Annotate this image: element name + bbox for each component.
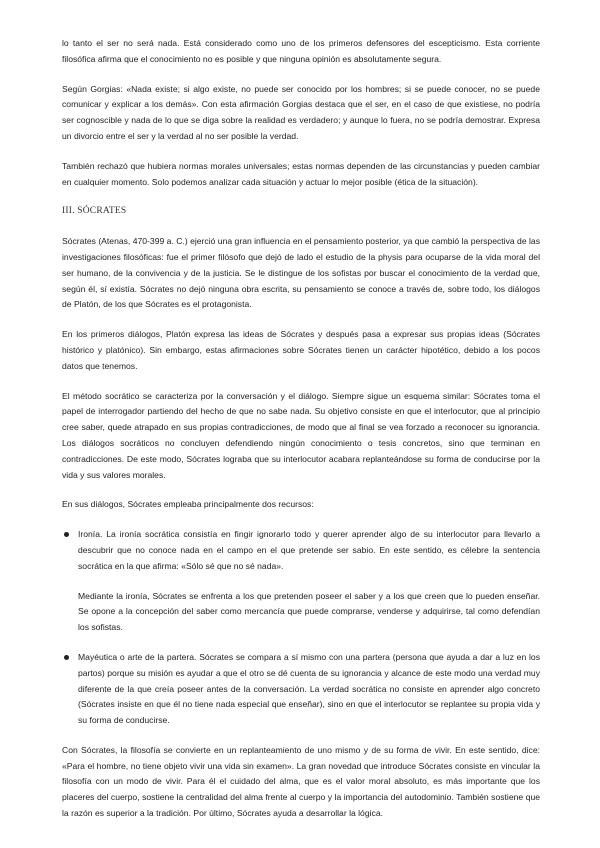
section-heading-socrates: III. SÓCRATES <box>62 206 127 217</box>
bullet-ironia-text: Ironía. La ironía socrática consistía en fingir ignorarlo todo y querer aprender algo de su interlocutor para llevarlo a descubrir que no conoce nada en el campo en el que pretende ser sabio. En este sentido, es célebre la sentencia socrática en la que afirma: «Sólo sé que no sé nada». <box>78 529 540 571</box>
paragraph-escepticismo: lo tanto el ser no será nada. Está considerado como uno de los primeros defensores del escepticismo. Esta corriente filosófica afirma que el conocimiento no es posible y que ninguna opinión es absolutamente segura. <box>62 38 540 64</box>
recursos-list <box>62 527 540 729</box>
list-item-mayeutica <box>62 650 540 729</box>
paragraph-metodo-socratico: El método socrático se caracteriza por la conversación y el diálogo. Siempre sigue un esquema similar: Sócrates toma el papel de interrogador partiendo del hecho de que no sabe nada. Su objetivo consiste en que el interlocutor, que al principio cree saber, quede atrapado en sus propias contradicciones, de modo que al final se vea forzado a reconocer su ignorancia. Los diálogos socráticos no concluyen defendiendo ningún conocimiento o tesis concretos, sino que terminan en contradicciones. De este modo, Sócrates lograba que su interlocutor acabara replanteándose su forma de conducirse por la vida y sus valores morales. <box>62 390 540 480</box>
bullet-icon <box>64 532 69 537</box>
paragraph-platon-dialogos: En los primeros diálogos, Platón expresa las ideas de Sócrates y después pasa a expresar sus propias ideas (Sócrates histórico y platónico). Sin embargo, estas afirmaciones sobre Sócrates tienen un carácter hipotético, debido a los pocos datos que tenemos. <box>62 329 540 371</box>
bullet-ironia-continuation: Mediante la ironía, Sócrates se enfrenta a los que pretenden poseer el saber y a los que creen que lo pueden enseñar. Se opone a la concepción del saber como mercancía que puede comprarse, venderse y adquirirse, tal como defendían los sofistas. <box>78 590 540 633</box>
paragraph-normas-morales: También rechazó que hubiera normas morales universales; estas normas dependen de las circunstancias y pueden cambiar en cualquier momento. Solo podemos analizar cada situación y actuar lo mejor posible (ética de la situación). <box>62 160 540 187</box>
paragraph-conclusion: Con Sócrates, la filosofía se convierte en un replanteamiento de uno mismo y de su forma de vivir. En este sentido, dice: «Para el hombre, no tiene objeto vivir una vida sin examen». La gran novedad que introduce Sócrates consiste en vincular la filosofía con un modo de vivir. Para él el cuidado del alma, que es el valor moral absoluto, es más importante que los placeres del cuerpo, sostiene la centralidad del alma frente al cuerpo y la importancia del autodominio. También sostiene que la razón es superior a la tradición. Por último, Sócrates ayuda a desarrollar la lógica. <box>62 744 540 819</box>
paragraph-socrates-intro: Sócrates (Atenas, 470-399 a. C.) ejerció una gran influencia en el pensamiento posterior, ya que cambió la perspectiva de las investigaciones filosóficas: fue el primer filósofo que dejó de lado el estudio de la physis para ocuparse de la vida moral del ser humano, de la convivencia y de la justicia. Se le distingue de los sofistas por buscar el conocimiento de la verdad que, según él, sí existía. Sócrates no dejó ninguna obra escrita, su pensamiento se conoce a través de, sobre todo, los diálogos de Platón, de los que Sócrates es el protagonista. <box>62 236 540 310</box>
document-page <box>62 36 540 836</box>
list-item-ironia <box>62 527 540 636</box>
bullet-mayeutica-text: Mayéutica o arte de la partera. Sócrates se compara a sí mismo con una partera (persona que ayuda a dar a luz en los partos) porque su misión es ayudar a que el otro se dé cuenta de su ignorancia y alcance de este modo una verdad muy diferente de la que creía poseer antes de la conversación. La verdad socrática no consiste en aprender algo concreto (Sócrates insiste en que él no tiene nada especial que enseñar), sino en que el interlocutor se replantee su propia vida y su forma de conducirse. <box>78 651 540 726</box>
paragraph-recursos-intro: En sus diálogos, Sócrates empleaba principalmente dos recursos: <box>62 499 314 510</box>
bullet-icon <box>64 655 69 660</box>
paragraph-gorgias-quote: Según Gorgias: «Nada existe; si algo existe, no puede ser conocido por los hombres; si se puede conocer, no se puede comunicar y explicar a los demás». Con esta afirmación Gorgias destaca que el ser, en el caso de que existiese, no podría ser cognoscible y nada de lo que se diga sobre la realidad es verdadero; y aunque lo fuera, no se podría demostrar. Expresa un divorcio entre el ser y la verdad al no ser posible la verdad. <box>62 83 540 141</box>
